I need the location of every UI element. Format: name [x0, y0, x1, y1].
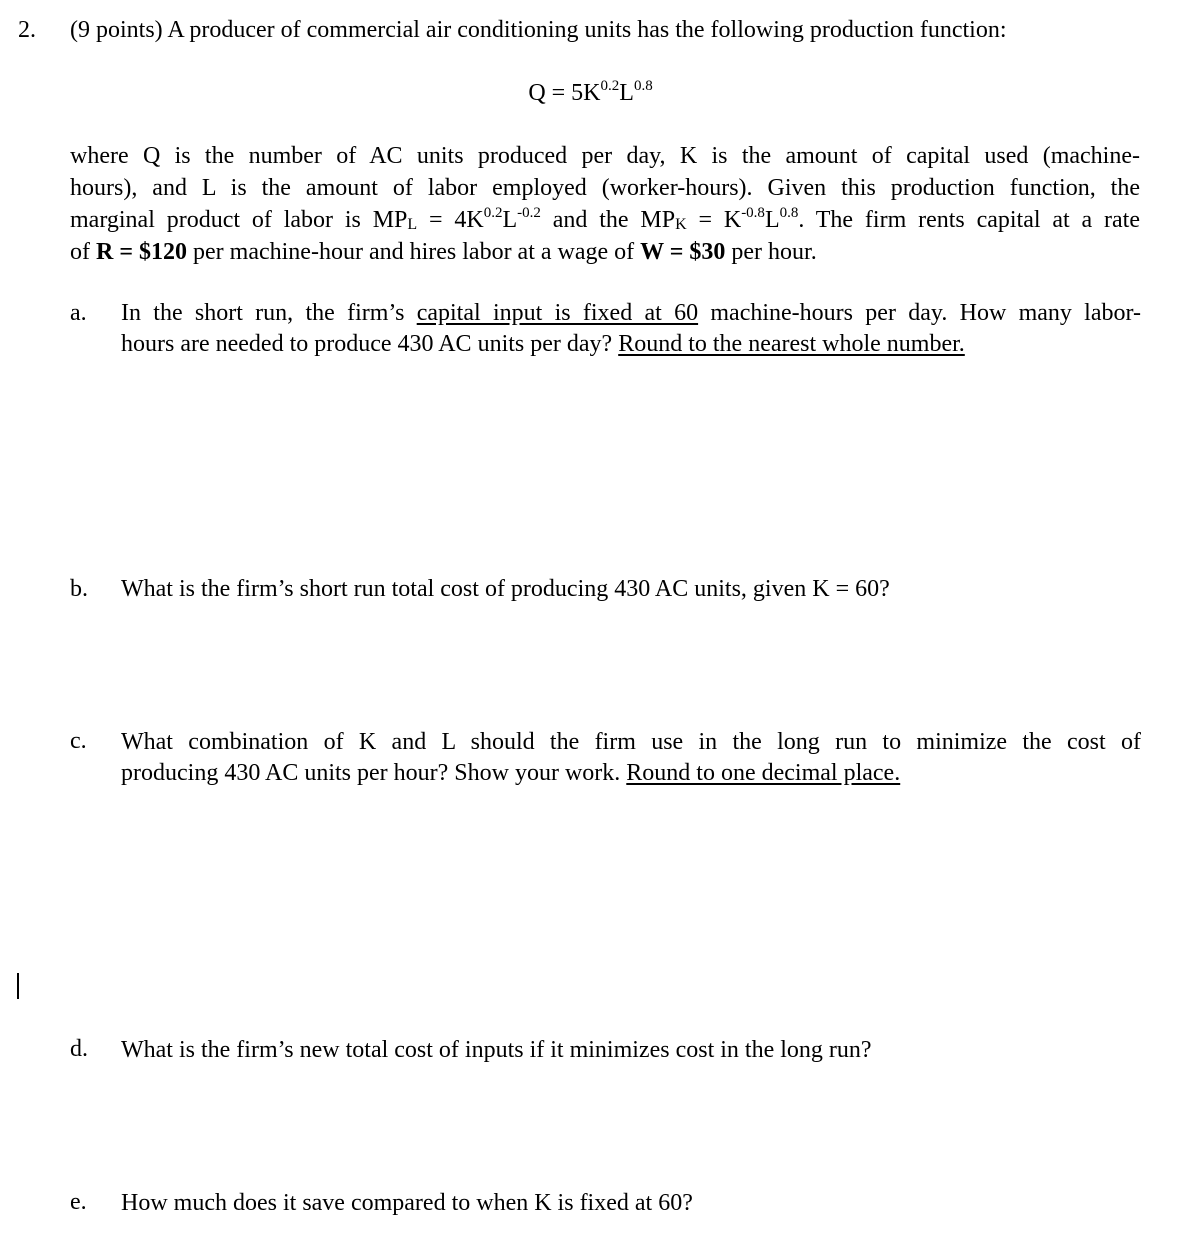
- rental-rate: R = $120: [96, 239, 188, 265]
- part-b-question: What is the firm’s short run total cost of producing 430 AC units, given K = 60?: [121, 576, 890, 602]
- wage-rate: W = $30: [640, 239, 726, 265]
- formula-exp-l: 0.8: [633, 78, 653, 94]
- production-function: [0, 80, 1181, 107]
- description-line-2: hours), and L is the amount of labor employed (worker-hours). Given this production function, the: [70, 175, 1140, 201]
- part-a-label: a.: [70, 300, 87, 326]
- part-d-label: d.: [70, 1036, 88, 1062]
- part-d-question: What is the firm’s new total cost of inputs if it minimizes cost in the long run?: [121, 1037, 872, 1063]
- question-intro: [70, 17, 1007, 44]
- part-e-label: e.: [70, 1189, 87, 1215]
- question-number: 2.: [18, 17, 36, 43]
- formula-lhs: Q = 5K: [528, 80, 601, 106]
- part-a-underline-1: capital input is fixed at 60: [416, 300, 699, 326]
- description-line-1: where Q is the number of AC units produced per day, K is the amount of capital used (machine-: [70, 143, 1140, 169]
- part-c-question: What combination of K and L should the firm use in the long run to minimize the cost of producing 430 AC units per hour? Show your work. Round to one decimal place.: [121, 729, 1141, 786]
- description-line-3: marginal product of labor is $MP_L = 4K^{0.2}L^{-0.2}$ and the $MP_K = K^{-0.8}L^{0.8}$. The firm rents capital at a rate: [70, 205, 1140, 233]
- part-e-question: How much does it save compared to when K is fixed at 60?: [121, 1190, 693, 1216]
- part-c-underline: Round to one decimal place.: [626, 760, 901, 786]
- part-b-label: b.: [70, 576, 88, 602]
- points-label: (9 points): [70, 17, 163, 43]
- description-paragraph: [70, 140, 1140, 268]
- part-a-underline-2: Round to the nearest whole number.: [618, 331, 965, 357]
- formula-l: L: [619, 80, 634, 106]
- text-cursor: [17, 973, 19, 999]
- formula-exp-k: 0.2: [600, 78, 620, 94]
- part-a-question: In the short run, the firm’s capital input is fixed at 60 machine-hours per day. How many labor- hours are needed to produce 430 AC units per day? Round to the nearest whole number.: [121, 300, 1142, 357]
- part-c-label: c.: [70, 728, 87, 754]
- intro-text: A producer of commercial air conditioning units has the following production function:: [167, 17, 1007, 43]
- description-line-4: of R = $120 per machine-hour and hires labor at a wage of W = $30 per hour.: [70, 239, 817, 265]
